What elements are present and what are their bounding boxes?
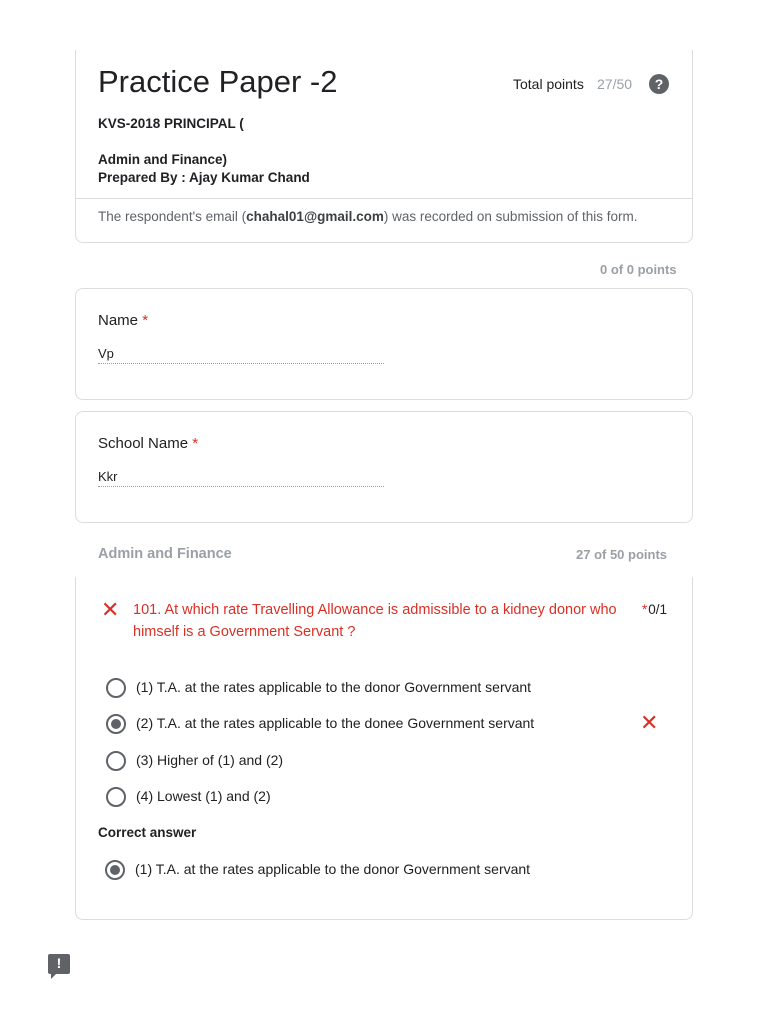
email-recorded-note: The respondent's email (chahal01@gmail.com) was recorded on submission of this form. <box>98 209 638 224</box>
total-points-label: Total points <box>513 76 584 92</box>
section1-points: 0 of 0 points <box>600 262 677 277</box>
answer-school-name: Kkr <box>98 469 384 487</box>
form-subtitle-line1: KVS-2018 PRINCIPAL ( <box>98 116 244 131</box>
form-header-card <box>75 50 693 243</box>
respondent-email: chahal01@gmail.com <box>246 209 384 224</box>
radio-checked-icon <box>106 714 126 734</box>
close-icon: ✕ <box>101 597 120 622</box>
total-points-value: 27/50 <box>597 76 633 92</box>
required-mark: * <box>142 312 149 329</box>
form-subtitle-line3: Prepared By : Ajay Kumar Chand <box>98 170 310 185</box>
header-divider <box>76 198 692 199</box>
question-score: *0/1 <box>642 602 668 617</box>
question-label-school-name: School Name * <box>98 435 199 452</box>
form-title: Practice Paper -2 <box>98 64 338 99</box>
feedback-icon[interactable]: ! <box>48 954 70 974</box>
form-subtitle-line2: Admin and Finance) <box>98 152 228 167</box>
section2-points: 27 of 50 points <box>576 547 668 562</box>
radio-checked-icon <box>105 860 125 880</box>
answer-name: Vp <box>98 346 384 364</box>
radio-unchecked-icon <box>106 787 126 807</box>
required-mark: * <box>192 435 199 452</box>
question-label-name: Name * <box>98 312 149 329</box>
radio-unchecked-icon <box>106 678 126 698</box>
correct-answer-title: Correct answer <box>98 825 197 840</box>
question-card-school-name <box>75 411 693 523</box>
question-card-name <box>75 288 693 400</box>
section2-title: Admin and Finance <box>98 546 232 562</box>
help-icon[interactable]: ? <box>649 74 669 94</box>
radio-unchecked-icon <box>106 751 126 771</box>
close-icon: ✕ <box>640 710 659 735</box>
question-card-101: ✕ 101. At which rate Travelling Allowance is admissible to a kidney donor who himself is a Government Servant ? *0/1 (1) T.A. at the rates applicable to the donor Government servant (2) T.A. at the rates applicable to the donee Government servant ✕ (3) Higher of (1) and (2) (4) Lowest (1) and (2) Correct answer (1) T.A. at the rates applicable to the donor Government servant <box>75 577 693 920</box>
question-text-101: 101. At which rate Travelling Allowance is admissible to a kidney donor who himself is a Government Servant ? <box>133 602 617 640</box>
